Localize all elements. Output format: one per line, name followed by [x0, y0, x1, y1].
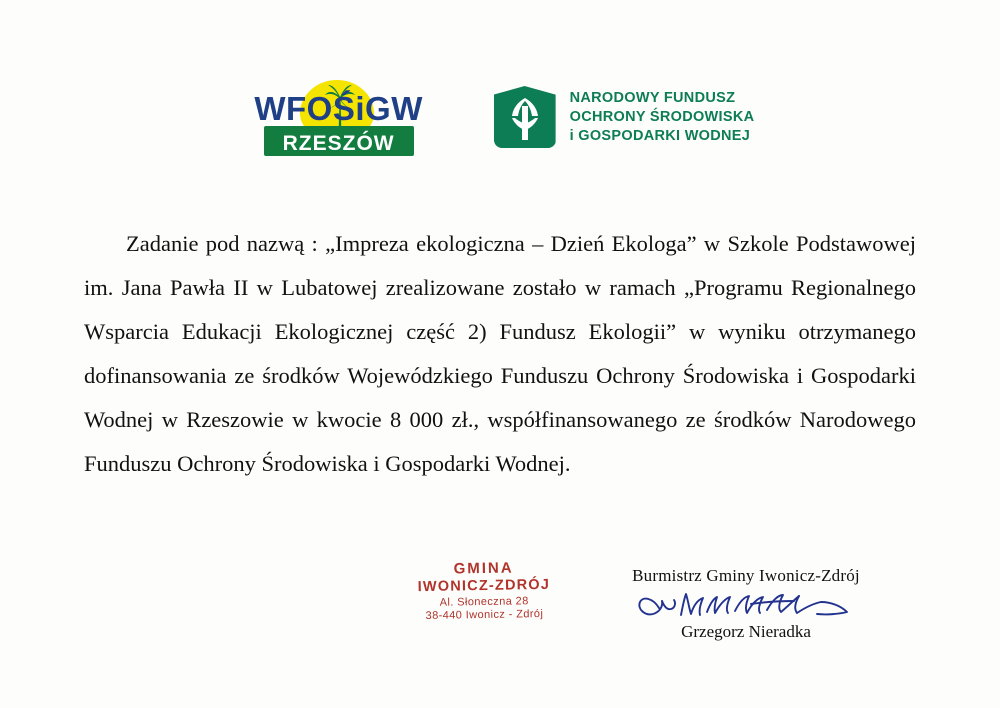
signatory-name: Grzegorz Nieradka	[681, 622, 811, 641]
handwritten-signature	[631, 582, 861, 626]
wfosigw-acronym: WFOŚiGW	[254, 90, 423, 127]
tree-shield-icon	[494, 86, 556, 148]
nfosigw-line-2: OCHRONY ŚRODOWISKA	[569, 108, 755, 125]
nfosigw-logo	[494, 78, 755, 156]
body-paragraph	[84, 222, 916, 486]
nfosigw-line-1: NARODOWY FUNDUSZ	[569, 89, 736, 106]
signatory-role: Burmistrz Gminy Iwonicz-Zdrój	[632, 566, 860, 585]
stamp-line-3: Al. Słoneczna 28	[439, 595, 529, 609]
logo-row	[0, 78, 1000, 178]
office-stamp	[403, 559, 564, 623]
body-paragraph-text: Zadanie pod nazwą : „Impreza ekologiczna – Dzień Ekologa” w Szkole Podstawowej im. Jana Pawła II w Lubatowej zrealizowane zostało w ramach „Programu Regionalnego Wsparcia Edukacji Ekologicznej część 2) Fundusz Ekologii” w wyniku otrzymanego dofinansowania ze środków Wojewódzkiego Funduszu Ochrony Środowiska i Gospodarki Wodnej w Rzeszowie w kwocie 8 000 zł., współfinansowanego ze środków Narodowego Funduszu Ochrony Środowiska i Gospodarki Wodnej.	[84, 231, 916, 476]
nfosigw-line-3: i GOSPODARKI WODNEJ	[569, 127, 751, 144]
tree-glyph-icon	[494, 86, 556, 148]
stamp-line-4: 38-440 Iwonicz - Zdrój	[425, 607, 544, 623]
nfosigw-wordmark	[570, 89, 755, 146]
signature-block	[596, 566, 896, 642]
wfosigw-logo	[246, 78, 432, 168]
stamp-line-2: IWONICZ-ZDRÓJ	[417, 576, 551, 596]
stamp-line-1: GMINA	[453, 559, 514, 578]
wfosigw-city: RZESZÓW	[282, 132, 395, 155]
